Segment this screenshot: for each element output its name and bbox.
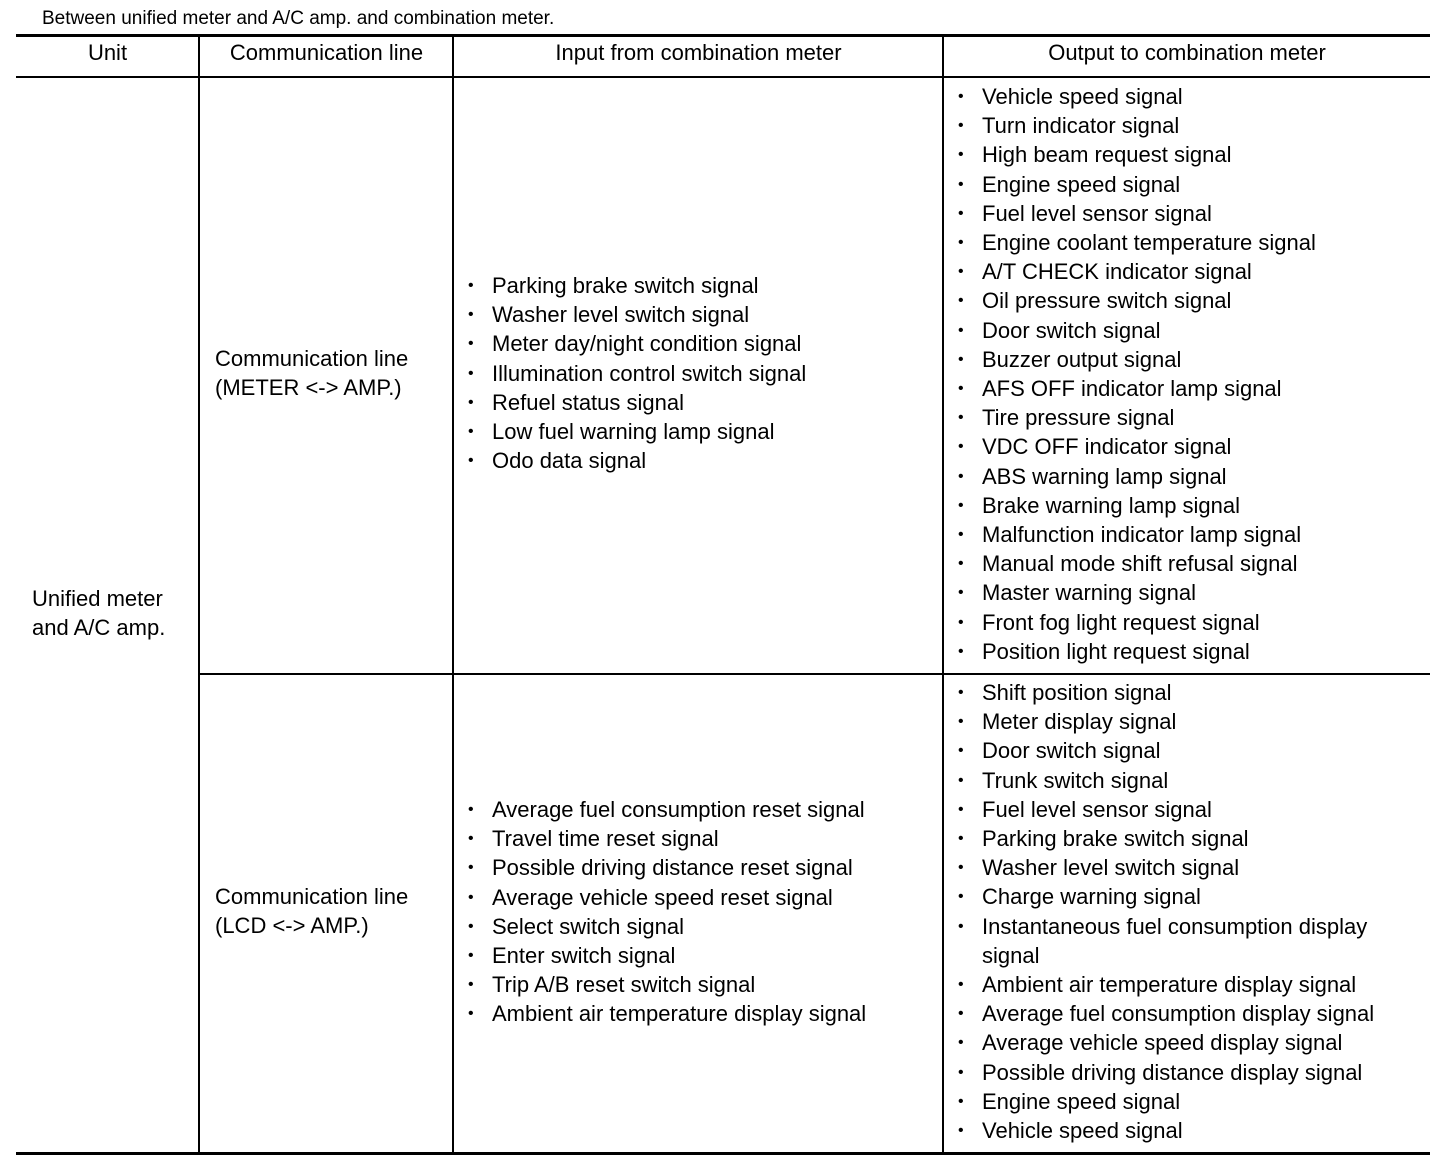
comm-line-cell-lcd xyxy=(215,882,408,940)
signal-item: • Enter switch signal xyxy=(468,941,866,970)
unit-cell xyxy=(32,584,165,642)
signal-item: • Tire pressure signal xyxy=(958,403,1316,432)
signal-item: • Illumination control switch signal xyxy=(468,359,806,388)
signal-item: • Brake warning lamp signal xyxy=(958,491,1316,520)
input-list-lcd xyxy=(468,795,866,1029)
signal-item: • Meter day/night condition signal xyxy=(468,329,806,358)
unit-line-2: and A/C amp. xyxy=(32,615,166,640)
signal-item: • Manual mode shift refusal signal xyxy=(958,549,1316,578)
row-divider xyxy=(199,673,1430,675)
header-unit: Unit xyxy=(87,40,128,65)
signal-item: • Position light request signal xyxy=(958,637,1316,666)
signal-item: • Buzzer output signal xyxy=(958,345,1316,374)
signal-item: • Low fuel warning lamp signal xyxy=(468,417,806,446)
signal-item: • Parking brake switch signal xyxy=(958,824,1402,853)
signal-item: • Fuel level sensor signal xyxy=(958,199,1316,228)
signal-item: • Engine speed signal xyxy=(958,1087,1402,1116)
comm-line-sublabel: (METER <-> AMP.) xyxy=(215,375,402,400)
signal-item: • ABS warning lamp signal xyxy=(958,462,1316,491)
signal-item: • Vehicle speed signal xyxy=(958,1116,1402,1145)
input-list-meter xyxy=(468,271,806,475)
comm-line-cell-meter xyxy=(215,344,408,402)
unit-line-1: Unified meter xyxy=(32,586,163,611)
table-caption: Between unified meter and A/C amp. and combination meter. xyxy=(42,8,555,29)
signal-item: • High beam request signal xyxy=(958,140,1316,169)
signal-item: • Select switch signal xyxy=(468,912,866,941)
signal-item: • A/T CHECK indicator signal xyxy=(958,257,1316,286)
signal-item: • Turn indicator signal xyxy=(958,111,1316,140)
signal-item: • Possible driving distance reset signal xyxy=(468,853,866,882)
header-bottom-rule xyxy=(16,76,1430,78)
signal-item: • Washer level switch signal xyxy=(958,853,1402,882)
signal-item: • AFS OFF indicator lamp signal xyxy=(958,374,1316,403)
signal-item: • Refuel status signal xyxy=(468,388,806,417)
signal-item: • Average vehicle speed display signal xyxy=(958,1028,1402,1057)
signal-item: • VDC OFF indicator signal xyxy=(958,432,1316,461)
signal-item: • Instantaneous fuel consumption display signal xyxy=(958,912,1402,970)
column-divider-1 xyxy=(198,35,200,1153)
signal-item: • Average fuel consumption reset signal xyxy=(468,795,866,824)
header-input: Input from combination meter xyxy=(555,40,842,65)
column-divider-2 xyxy=(452,35,454,1153)
signal-item: • Ambient air temperature display signal xyxy=(958,970,1402,999)
header-communication-line: Communication line xyxy=(229,40,424,65)
signal-item: • Front fog light request signal xyxy=(958,608,1316,637)
comm-line-label: Communication line xyxy=(215,346,409,371)
signal-item: • Shift position signal xyxy=(958,678,1402,707)
output-list-meter xyxy=(958,82,1316,666)
output-list-lcd xyxy=(958,678,1402,1145)
signal-item: • Engine speed signal xyxy=(958,170,1316,199)
signal-item: • Average fuel consumption display signal xyxy=(958,999,1402,1028)
comm-line-label: Communication line xyxy=(215,884,409,909)
comm-line-sublabel: (LCD <-> AMP.) xyxy=(215,913,369,938)
table-top-rule xyxy=(16,34,1430,37)
signal-item: • Travel time reset signal xyxy=(468,824,866,853)
signal-item: • Washer level switch signal xyxy=(468,300,806,329)
signal-item: • Door switch signal xyxy=(958,316,1316,345)
signal-item: • Meter display signal xyxy=(958,707,1402,736)
signal-item: • Door switch signal xyxy=(958,736,1402,765)
header-output: Output to combination meter xyxy=(1048,40,1326,65)
signal-item: • Vehicle speed signal xyxy=(958,82,1316,111)
signal-item: • Possible driving distance display signal xyxy=(958,1058,1402,1087)
signal-item: • Malfunction indicator lamp signal xyxy=(958,520,1316,549)
signal-item: • Trip A/B reset switch signal xyxy=(468,970,866,999)
signal-item: • Engine coolant temperature signal xyxy=(958,228,1316,257)
table-bottom-rule xyxy=(16,1152,1430,1155)
signal-item: • Trunk switch signal xyxy=(958,766,1402,795)
signal-item: • Ambient air temperature display signal xyxy=(468,999,866,1028)
signal-item: • Odo data signal xyxy=(468,446,806,475)
signal-item: • Master warning signal xyxy=(958,578,1316,607)
signal-item: • Average vehicle speed reset signal xyxy=(468,883,866,912)
signal-item: • Charge warning signal xyxy=(958,882,1402,911)
signal-item: • Oil pressure switch signal xyxy=(958,286,1316,315)
signal-item: • Fuel level sensor signal xyxy=(958,795,1402,824)
signal-item: • Parking brake switch signal xyxy=(468,271,806,300)
column-divider-3 xyxy=(942,35,944,1153)
